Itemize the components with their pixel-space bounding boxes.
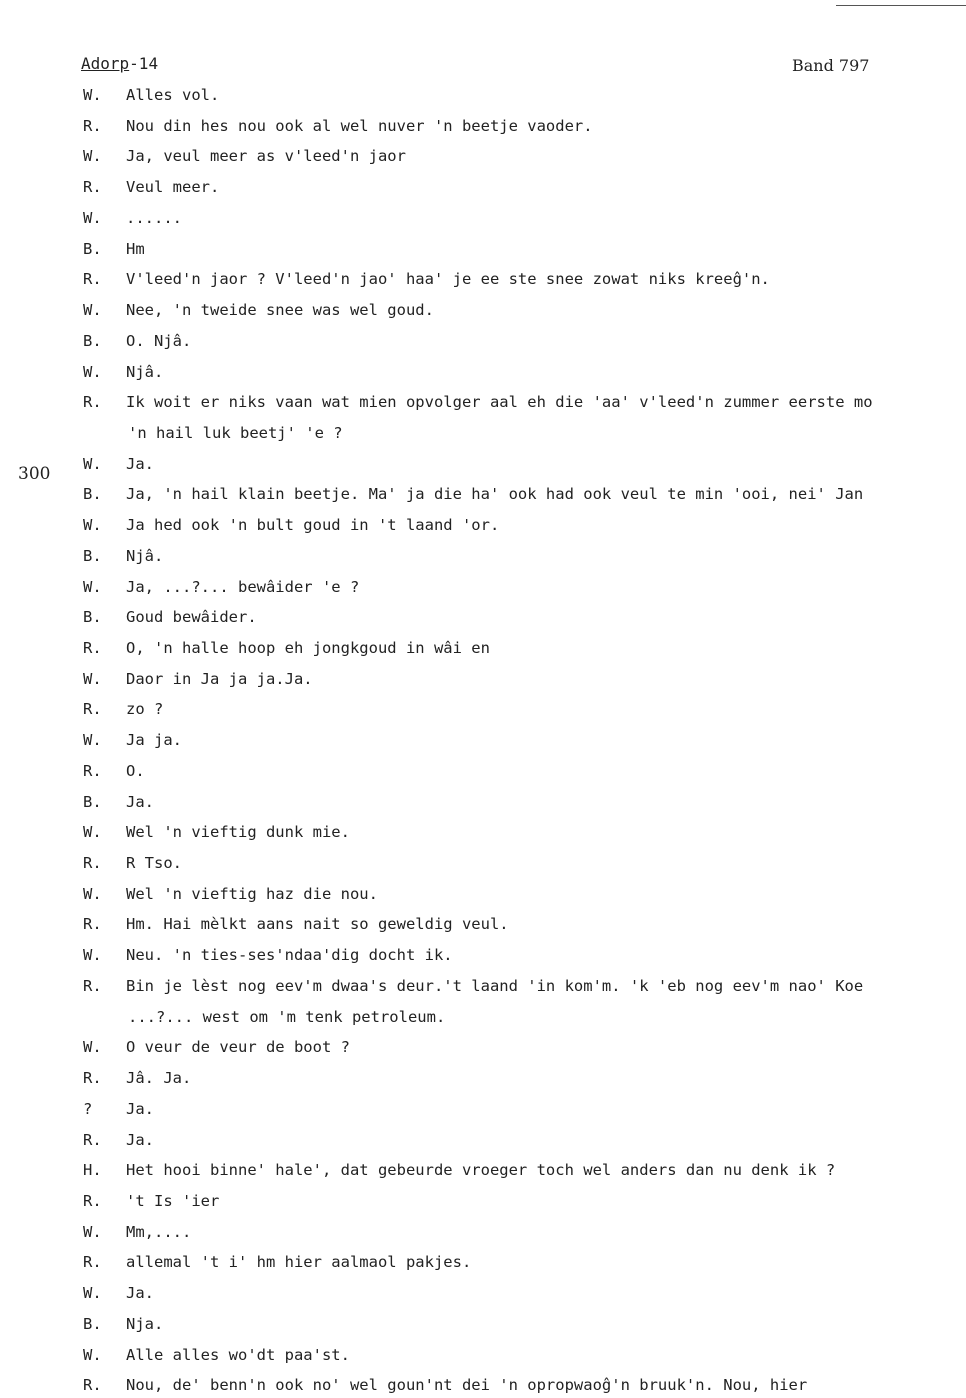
transcript-line [0, 516, 966, 540]
speaker-label: B. [83, 1314, 102, 1333]
speaker-label: R. [83, 270, 102, 289]
speaker-label: W. [83, 731, 102, 750]
transcript-line [0, 1376, 966, 1398]
transcript-line [0, 578, 966, 602]
transcript-line [0, 1100, 966, 1124]
speaker-label: W. [83, 823, 102, 842]
utterance-text: zo ? [126, 700, 164, 719]
transcript-line [0, 178, 966, 202]
transcript-line [0, 209, 966, 233]
top-rule [836, 5, 966, 6]
transcript-line [0, 1284, 966, 1308]
speaker-label: B. [83, 792, 102, 811]
speaker-label: B. [83, 546, 102, 565]
utterance-text: O, 'n halle hoop eh jongkgoud in wâi en [126, 639, 490, 657]
speaker-label: R. [83, 639, 102, 657]
speaker-label: R. [83, 761, 102, 780]
speaker-label: W. [83, 86, 102, 104]
speaker-label: W. [83, 884, 102, 903]
utterance-text: Jâ. Ja. [126, 1069, 192, 1087]
speaker-label: H. [83, 1161, 102, 1180]
transcript-line [0, 270, 966, 294]
utterance-text: Veul meer. [126, 178, 220, 197]
transcript-line [0, 393, 966, 417]
speaker-label: R. [83, 1376, 102, 1395]
utterance-text: Ja. [126, 1099, 154, 1118]
utterance-text: Alle alles wo'dt paa'st. [126, 1345, 350, 1364]
utterance-text: O veur de veur de boot ? [126, 1038, 350, 1057]
speaker-label: W. [83, 516, 102, 535]
transcript-line [0, 639, 966, 663]
utterance-text: Goud bewâider. [126, 608, 257, 627]
utterance-text: ...?... west om 'm tenk petroleum. [128, 1007, 446, 1026]
utterance-text: Nja. [126, 1314, 164, 1333]
utterance-text: allemal 't i' hm hier aalmaol pakjes. [126, 1253, 472, 1272]
speaker-label: W. [83, 362, 102, 381]
utterance-text: Ja, veul meer as v'leed'n jaor [126, 147, 406, 166]
transcript-line [0, 1008, 966, 1032]
transcript-line [0, 301, 966, 325]
speaker-label: R. [83, 1069, 102, 1087]
transcript-line [0, 793, 966, 817]
utterance-text: Hm. Hai mèlkt aans nait so geweldig veul. [126, 915, 509, 934]
transcript-line [0, 823, 966, 847]
speaker-label: W. [83, 301, 102, 319]
speaker-label: W. [83, 454, 102, 473]
utterance-text: ...... [126, 208, 182, 227]
utterance-text: O. Njâ. [126, 331, 192, 350]
transcript-line [0, 1192, 966, 1216]
utterance-text: Ja, ...?... bewâider 'e ? [126, 577, 360, 596]
transcript-line [0, 332, 966, 356]
transcript-line [0, 485, 966, 509]
transcript-line [0, 455, 966, 479]
transcript-line [0, 670, 966, 694]
utterance-text: Het hooi binne' hale', dat gebeurde vroeger toch wel anders dan nu denk ik ? [126, 1161, 836, 1180]
speaker-label: W. [83, 147, 102, 166]
utterance-text: Nee, 'n tweide snee was wel goud. [126, 301, 434, 319]
transcript-line [0, 1315, 966, 1339]
speaker-label: ? [83, 1099, 93, 1118]
speaker-label: R. [83, 178, 102, 197]
speaker-label: R. [83, 1253, 102, 1272]
transcript-line [0, 915, 966, 939]
utterance-text: R Tso. [126, 854, 182, 872]
utterance-text: Daor in Ja ja ja.Ja. [126, 669, 313, 688]
speaker-label: B. [83, 485, 102, 504]
utterance-text: Wel 'n vieftig dunk mie. [126, 823, 350, 842]
transcript-line [0, 977, 966, 1001]
utterance-text: Nou din hes nou ook al wel nuver 'n beetje vaoder. [126, 116, 593, 135]
place-name: Adorp [81, 54, 130, 73]
utterance-text: Ja. [126, 792, 154, 811]
speaker-label: R. [83, 854, 102, 872]
utterance-text: Ja, 'n hail klain beetje. Ma' ja die ha' ook had ook veul te min 'ooi, nei' Jan [126, 485, 864, 504]
transcript-line [0, 117, 966, 141]
speaker-label: W. [83, 1038, 102, 1057]
transcript-line [0, 363, 966, 387]
speaker-label: R. [83, 915, 102, 934]
speaker-label: R. [83, 393, 102, 412]
margin-counter-number: 300 [18, 464, 51, 484]
speaker-label: R. [83, 1130, 102, 1149]
speaker-label: R. [83, 116, 102, 135]
transcript-line [0, 608, 966, 632]
utterance-text: Ja. [126, 454, 154, 473]
utterance-text: Ik woit er niks vaan wat mien opvolger aal eh die 'aa' v'leed'n zummer eerste mo [126, 393, 873, 412]
speaker-label: B. [83, 608, 102, 627]
utterance-text: Alles vol. [126, 86, 220, 104]
utterance-text: Neu. 'n ties-ses'ndaa'dig docht ik. [126, 946, 453, 965]
speaker-label: B. [83, 331, 102, 350]
speaker-label: W. [83, 669, 102, 688]
speaker-label: W. [83, 577, 102, 596]
utterance-text: Hm [126, 239, 145, 258]
transcript-line [0, 700, 966, 724]
utterance-text: Mm,.... [126, 1222, 192, 1241]
speaker-label: W. [83, 1222, 102, 1241]
document-header-tape: Band 797 [792, 56, 870, 75]
utterance-text: V'leed'n jaor ? V'leed'n jao' haa' je ee ste snee zowat niks kreeĝ'n. [126, 270, 770, 289]
transcript-line [0, 1253, 966, 1277]
speaker-label: W. [83, 1284, 102, 1303]
utterance-text: Ja hed ook 'n bult goud in 't laand 'or. [126, 516, 500, 535]
transcript-line [0, 885, 966, 909]
transcript-line [0, 1223, 966, 1247]
transcript-line [0, 854, 966, 878]
utterance-text: Wel 'n vieftig haz die nou. [126, 884, 378, 903]
place-number: -14 [129, 54, 159, 73]
transcript-line [0, 1069, 966, 1093]
speaker-label: R. [83, 700, 102, 719]
speaker-label: W. [83, 208, 102, 227]
transcript-line [0, 1038, 966, 1062]
speaker-label: W. [83, 1345, 102, 1364]
utterance-text: Ja ja. [126, 731, 182, 750]
speaker-label: R. [83, 1191, 102, 1210]
utterance-text: Nou, de' benn'n ook no' wel goun'nt dei 'n opropwaoĝ'n bruuk'n. Nou, hier [126, 1376, 808, 1395]
transcript-line [0, 240, 966, 264]
transcript-line [0, 1346, 966, 1370]
transcript-line [0, 762, 966, 786]
utterance-text: 't Is 'ier [126, 1191, 220, 1210]
transcript-line [0, 1161, 966, 1185]
utterance-text: Njâ. [126, 362, 164, 381]
utterance-text: Ja. [126, 1284, 154, 1303]
utterance-text: Njâ. [126, 546, 164, 565]
transcript-line [0, 147, 966, 171]
speaker-label: B. [83, 239, 102, 258]
transcript-line [0, 731, 966, 755]
transcript-line [0, 946, 966, 970]
utterance-text: Ja. [126, 1130, 154, 1149]
transcript-line [0, 424, 966, 448]
utterance-text: Bin je lèst nog eev'm dwaa's deur.'t laand 'in kom'm. 'k 'eb nog eev'm nao' Koe [126, 976, 864, 995]
document-header-place [81, 54, 158, 73]
transcript-line [0, 547, 966, 571]
transcript-line [0, 86, 966, 110]
utterance-text: O. [126, 761, 145, 780]
transcript-line [0, 1131, 966, 1155]
speaker-label: W. [83, 946, 102, 965]
utterance-text: 'n hail luk beetj' 'e ? [128, 423, 343, 442]
speaker-label: R. [83, 976, 102, 995]
